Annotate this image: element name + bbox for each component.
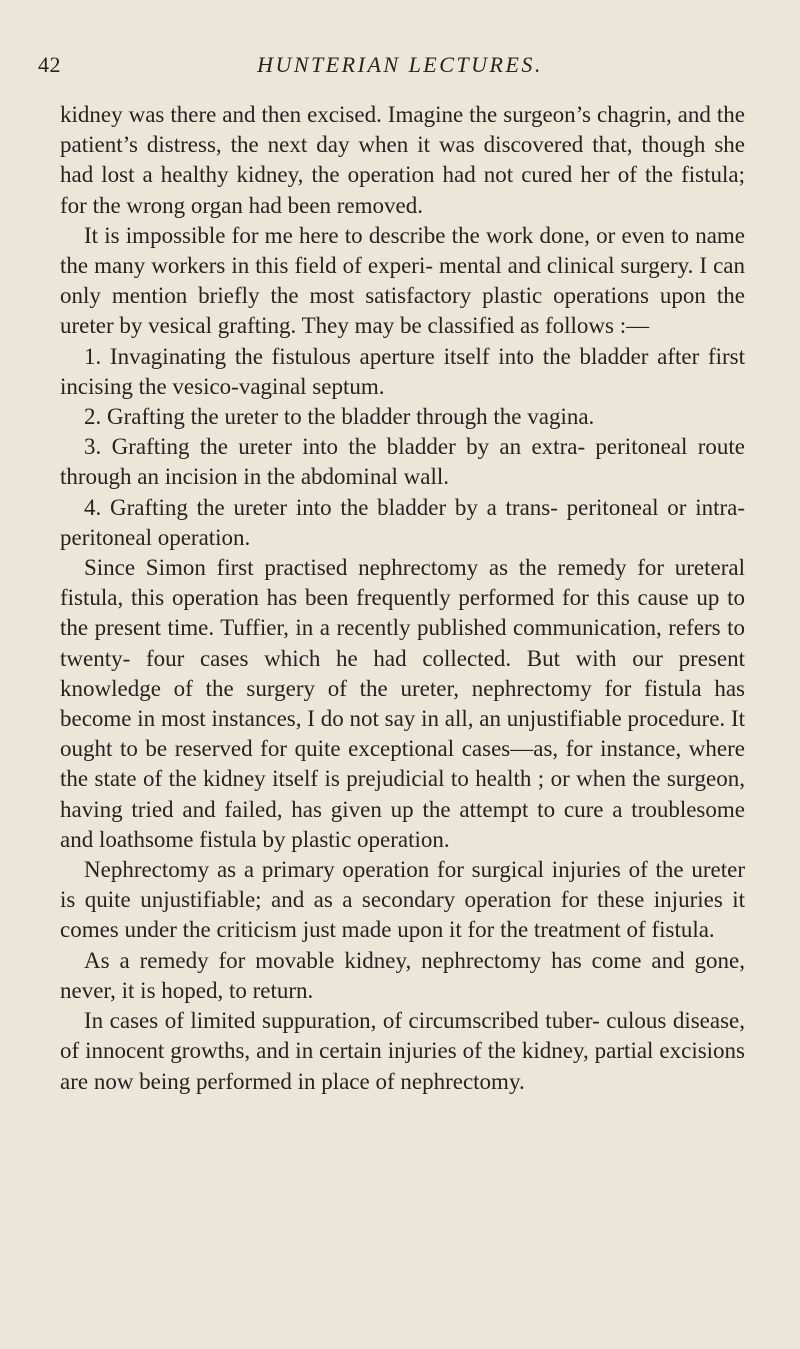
list-item-2: 2. Grafting the ureter to the bladder through the vagina.	[84, 404, 595, 430]
paragraph: As a remedy for movable kidney, nephrectomy has come and gone, never, it is hoped, to return.	[60, 947, 745, 1003]
list-item-1: 1. Invaginating the fistulous aperture itself into the bladder after first incising the vesico-vaginal septum.	[60, 343, 745, 399]
paragraph: In cases of limited suppuration, of circumscribed tuber- culous disease, of innocent growths, and in certain injuries of the kidney, partial excisions are now being performed in place of nephrectomy.	[60, 1008, 745, 1094]
paragraph: Nephrectomy as a primary operation for surgical injuries of the ureter is quite unjustifiable; and as a secondary operation for these injuries it comes under the criticism just made upon it for the treatment of fistula.	[60, 857, 745, 943]
paragraph-continuation: kidney was there and then excised. Imagine the surgeon’s chagrin, and the patient’s distress, the next day when it was discovered that, though she had lost a healthy kidney, the operation had not cured her of the fistula; for the wrong organ had been removed.	[60, 102, 745, 218]
list-item-3: 3. Grafting the ureter into the bladder by an extra- peritoneal route through an incision in the abdominal wall.	[60, 434, 745, 490]
list-item-4: 4. Grafting the ureter into the bladder by a trans- peritoneal or intra-peritoneal operation.	[60, 494, 745, 550]
running-head-title: HUNTERIAN LECTURES.	[257, 52, 543, 77]
paragraph: Since Simon first practised nephrectomy as the remedy for ureteral fistula, this operation has been frequently performed for this cause up to the present time. Tuffier, in a recently published communication, refers to twenty- four cases which he had collected. But with our present knowledge of the surgery of the ureter, nephrectomy for fistula has become in most instances, I do not say in all, an unjustifiable procedure. It ought to be reserved for quite exceptional cases—as, for instance, where the state of the kidney itself is prejudicial to health ; or when the surgeon, having tried and failed, has given up the attempt to cure a troublesome and loathsome fistula by plastic operation.	[60, 555, 745, 852]
paragraph: It is impossible for me here to describe the work done, or even to name the many workers in this field of experi- mental and clinical surgery. I can only mention briefly the most satisfactory plastic operations upon the ureter by vesical grafting. They may be classified as follows :—	[60, 222, 745, 339]
page-number: 42	[38, 52, 61, 77]
body-text	[60, 100, 745, 1097]
page-header	[0, 52, 800, 86]
